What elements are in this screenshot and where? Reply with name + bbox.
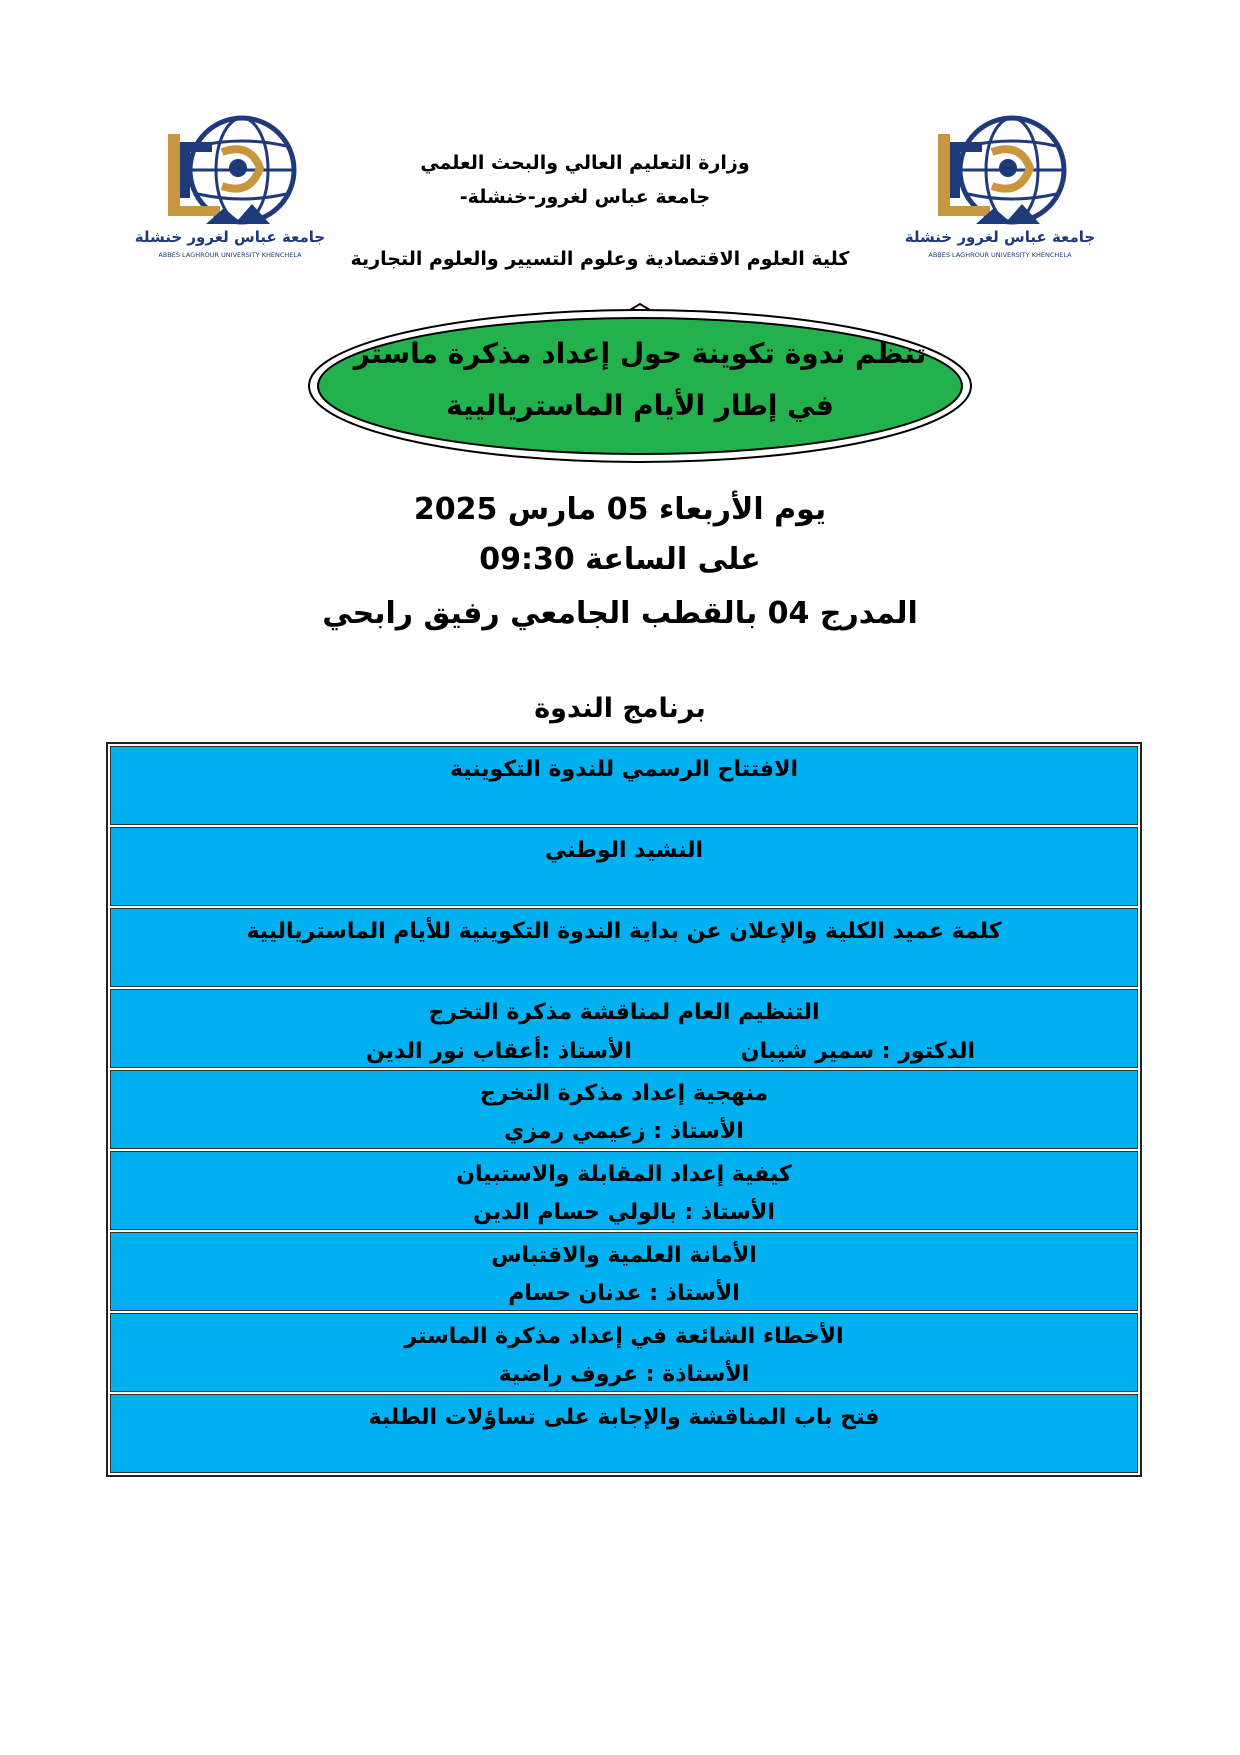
program-row [110, 827, 1138, 906]
university-logo-left [134, 112, 326, 272]
banner-title-line1: تنظم ندوة تكوينة حول إعداد مذكرة ماستر [353, 337, 927, 370]
program-item-title: كلمة عميد الكلية والإعلان عن بداية الندوة التكوينية للأيام الماسترياليية [246, 919, 1002, 944]
program-item-speaker: الأستاذة : عروف راضية [498, 1362, 750, 1387]
logo-latin-name: ABBES LAGHROUR UNIVERSITY KHENCHELA [158, 251, 302, 259]
program-item-title: فتح باب المناقشة والإجابة على تساؤلات الطلبة [368, 1405, 880, 1430]
program-table [106, 742, 1142, 1477]
logo-latin-name: ABBES LAGHROUR UNIVERSITY KHENCHELA [928, 251, 1072, 259]
program-row [110, 989, 1138, 1068]
program-row [110, 908, 1138, 987]
program-item-title: منهجية إعداد مذكرة التخرج [479, 1081, 769, 1106]
globe-book-logo-icon [134, 112, 326, 272]
program-item-speaker: الأستاذ : زعيمي رمزي [504, 1119, 744, 1144]
faculty-name: كلية العلوم الاقتصادية وعلوم التسيير والعلوم التجارية [350, 248, 850, 270]
university-name: جامعة عباس لغرور-خنشلة- [459, 186, 711, 208]
program-item-title: الأمانة العلمية والاقتباس [491, 1243, 757, 1268]
program-item-speaker: الأستاذ : عدنان حسام [508, 1281, 740, 1306]
program-item-speaker: الأستاذ :أعقاب نور الدين [366, 1039, 632, 1064]
program-item-title: التنظيم العام لمناقشة مذكرة التخرج [428, 1000, 820, 1025]
ministry-name: وزارة التعليم العالي والبحث العلمي [420, 152, 750, 174]
event-date: يوم الأربعاء 05 مارس 2025 [413, 492, 827, 527]
program-item-title: الافتتاح الرسمي للندوة التكوينية [449, 757, 799, 782]
program-row [110, 1151, 1138, 1230]
event-venue: المدرج 04 بالقطب الجامعي رفيق رابحي [322, 596, 918, 631]
banner-title-line2: في إطار الأيام الماسترياليية [446, 389, 834, 422]
program-item-speaker: الدكتور : سمير شيبان [740, 1039, 975, 1064]
program-row [110, 746, 1138, 825]
program-item-title: كيفية إعداد المقابلة والاستبيان [456, 1162, 792, 1187]
event-time: على الساعة 09:30 [479, 542, 761, 577]
event-banner [305, 300, 975, 465]
program-row [110, 1070, 1138, 1149]
program-title: برنامج الندوة [534, 693, 706, 724]
program-item-title: الأخطاء الشائعة في إعداد مذكرة الماستر [404, 1324, 844, 1349]
program-item-speaker: الأستاذ : بالولي حسام الدين [473, 1200, 775, 1225]
globe-book-logo-icon [904, 112, 1096, 272]
program-row [110, 1232, 1138, 1311]
program-row [110, 1394, 1138, 1473]
logo-arabic-name: جامعة عباس لغرور خنشلة [134, 228, 326, 246]
logo-arabic-name: جامعة عباس لغرور خنشلة [904, 228, 1096, 246]
program-row [110, 1313, 1138, 1392]
program-item-title: النشيد الوطني [544, 838, 704, 863]
university-logo-right [904, 112, 1096, 272]
